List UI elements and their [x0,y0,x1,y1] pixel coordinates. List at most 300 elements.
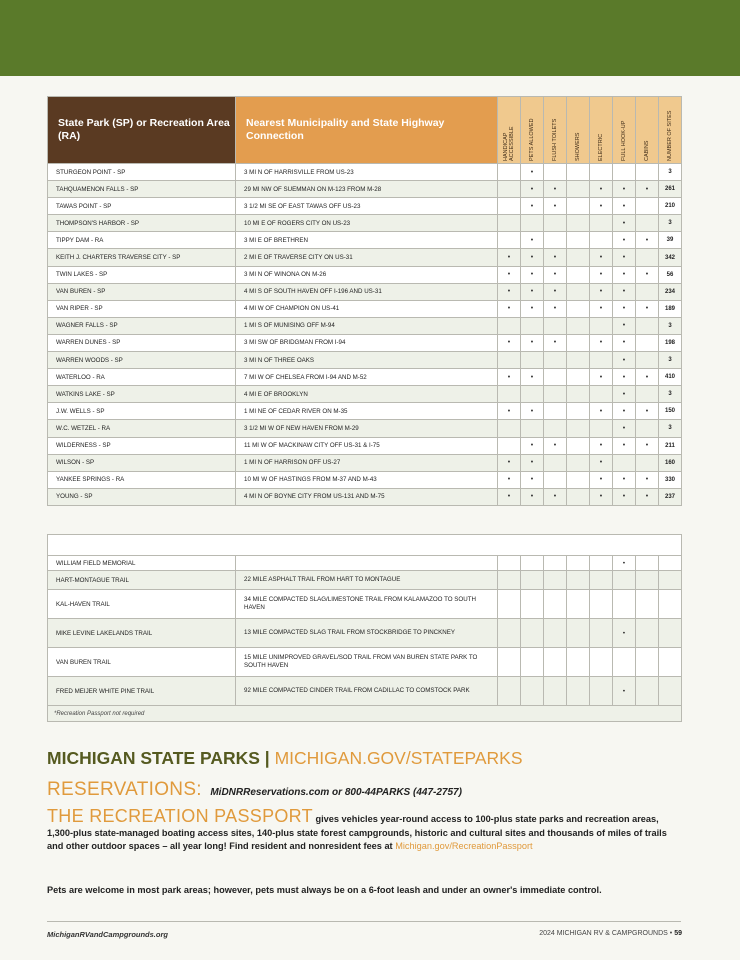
amenity-cell: • [544,334,567,351]
amenity-cell: • [521,300,544,317]
amenity-cell [498,181,521,198]
amenity-cell [590,352,613,369]
amenity-cell [498,386,521,403]
amenity-cell [567,215,590,232]
connection-cell: 34 MILE COMPACTED SLAG/LIMESTONE TRAIL FROM KALAMAZOO TO SOUTH HAVEN [236,590,498,619]
connection-cell: 92 MILE COMPACTED CINDER TRAIL FROM CADILLAC TO COMSTOCK PARK [236,677,498,706]
linear-parks-table-body [48,535,682,722]
amenity-cell: • [544,181,567,198]
amenity-cell [498,317,521,334]
amenity-cell: • [613,437,636,454]
amenity-cell [636,386,659,403]
amenity-cell [636,164,659,181]
amenity-cell: • [544,198,567,215]
table-row [48,352,682,369]
amenity-cell [544,420,567,437]
amenity-cell [636,590,659,619]
amenity-cell [498,619,521,648]
amenity-cell [498,198,521,215]
amenity-cell [567,677,590,706]
amenity-cell [567,590,590,619]
amenity-cell: • [544,300,567,317]
amenity-cell [567,198,590,215]
table-row [48,317,682,334]
linear-section-header [48,535,682,556]
park-name-cell: HART-MONTAGUE TRAIL [48,571,236,590]
linear-section-title: MICHIGAN LINEAR STATE PARKS [48,535,682,556]
amenity-cell [613,648,636,677]
site-count-cell [659,677,682,706]
table-row [48,648,682,677]
connection-cell: 3 MI N OF WINONA ON M-26 [236,266,498,283]
stateparks-link[interactable]: MICHIGAN.GOV/STATEPARKS [274,748,523,768]
park-name-cell: FRED MEIJER WHITE PINE TRAIL [48,677,236,706]
amenity-cell: • [613,215,636,232]
amenity-cell: • [613,334,636,351]
table-row [48,437,682,454]
amenity-cell: • [613,249,636,266]
amenity-cell: • [521,403,544,420]
page-number: 59 [674,930,682,937]
table-row [48,619,682,648]
amenity-cell: • [590,471,613,488]
site-count-cell: 160 [659,454,682,471]
amenity-cell: • [521,181,544,198]
site-count-cell: 330 [659,471,682,488]
amenity-cell [544,556,567,571]
table-row [48,420,682,437]
site-count-cell: 39 [659,232,682,249]
connection-cell: 2 MI E OF TRAVERSE CITY ON US-31 [236,249,498,266]
amenity-cell: • [613,198,636,215]
amenity-cell: • [498,249,521,266]
amenity-cell: • [544,437,567,454]
amenity-cell [590,215,613,232]
amenity-cell [544,164,567,181]
site-count-cell: 410 [659,369,682,386]
amenity-cell [567,352,590,369]
amenity-cell: • [613,181,636,198]
amenity-cell: • [613,386,636,403]
site-count-cell [659,648,682,677]
column-header-amenity: CABINS [636,97,659,164]
amenity-cell: • [521,283,544,300]
amenity-cell [613,454,636,471]
amenity-cell: • [613,619,636,648]
park-name-cell: TAHQUAMENON FALLS - SP [48,181,236,198]
park-name-cell: THOMPSON'S HARBOR - SP [48,215,236,232]
amenity-cell [567,454,590,471]
amenity-cell [521,556,544,571]
amenity-cell [544,369,567,386]
amenity-cell [521,420,544,437]
table-row [48,386,682,403]
amenity-cell: • [613,471,636,488]
amenity-cell [636,556,659,571]
park-name-cell: VAN BUREN TRAIL [48,648,236,677]
amenity-cell [636,215,659,232]
amenity-cell [567,249,590,266]
site-count-cell: 3 [659,386,682,403]
amenity-cell: • [590,300,613,317]
amenity-cell [590,556,613,571]
amenity-cell: • [521,266,544,283]
passport-link[interactable]: Michigan.gov/RecreationPassport [395,841,533,852]
amenity-cell [544,648,567,677]
amenity-cell [521,648,544,677]
amenity-cell: • [636,232,659,249]
connection-cell: 3 1/2 MI W OF NEW HAVEN FROM M-29 [236,420,498,437]
site-count-cell: 342 [659,249,682,266]
amenity-cell: • [590,249,613,266]
connection-cell: 3 MI N OF HARRISVILLE FROM US-23 [236,164,498,181]
connection-cell: 22 MILE ASPHALT TRAIL FROM HART TO MONTAGUE [236,571,498,590]
state-parks-table [47,96,682,506]
footer-divider [47,921,681,922]
connection-cell: 3 MI E OF BRETHREN [236,232,498,249]
amenity-cell [567,317,590,334]
footer-site[interactable]: MichiganRVandCampgrounds.org [47,930,168,939]
footnote: *Recreation Passport not required [48,706,682,722]
site-count-cell: 198 [659,334,682,351]
site-count-cell: 237 [659,488,682,505]
connection-cell: 4 MI N OF BOYNE CITY FROM US-131 AND M-75 [236,488,498,505]
amenity-cell [544,677,567,706]
footer-page-info [539,930,682,937]
column-header-amenity: ELECTRIC [590,97,613,164]
column-header-amenity: HANDICAP ACCESSIBLE [498,97,521,164]
amenity-cell: • [521,198,544,215]
amenity-cell: • [613,266,636,283]
amenity-cell [590,571,613,590]
connection-cell: 10 MI E OF ROGERS CITY ON US-23 [236,215,498,232]
amenity-cell: • [590,334,613,351]
connection-cell: 7 MI W OF CHELSEA FROM I-94 AND M-52 [236,369,498,386]
connection-cell: 15 MILE UNIMPROVED GRAVEL/SOD TRAIL FROM VAN BUREN STATE PARK TO SOUTH HAVEN [236,648,498,677]
amenity-cell: • [590,403,613,420]
amenity-cell: • [636,403,659,420]
amenity-cell: • [590,454,613,471]
amenity-cell: • [636,266,659,283]
column-header-amenity: FULL HOOK-UP [613,97,636,164]
amenity-cell: • [521,488,544,505]
amenity-cell [521,619,544,648]
amenity-cell [636,249,659,266]
amenity-cell [567,386,590,403]
amenity-cell: • [613,420,636,437]
amenity-cell: • [498,488,521,505]
table-row [48,164,682,181]
park-name-cell: YANKEE SPRINGS - RA [48,471,236,488]
site-count-cell: 211 [659,437,682,454]
passport-text: gives vehicles year-round access to 100-plus state parks and recreation areas, 1,300-plus state-managed boating access sites, 140-plus state forest campgrounds, historic and cultural sites and thousands of miles of trails and other outdoor spaces – all year long! Find resident and nonresident fees at [47,814,667,852]
amenity-cell: • [498,300,521,317]
table-row [48,471,682,488]
amenity-cell: • [521,249,544,266]
amenity-cell: • [613,403,636,420]
table-row [48,232,682,249]
amenity-cell: • [636,437,659,454]
table-row [48,266,682,283]
connection-cell: 4 MI W OF CHAMPION ON US-41 [236,300,498,317]
park-name-cell: WILDERNESS - SP [48,437,236,454]
amenity-cell [498,420,521,437]
table-row [48,334,682,351]
amenity-cell: • [613,283,636,300]
amenity-cell: • [636,471,659,488]
park-name-cell: J.W. WELLS - SP [48,403,236,420]
park-name-cell: WARREN WOODS - SP [48,352,236,369]
amenity-cell: • [613,232,636,249]
site-count-cell [659,556,682,571]
park-name-cell: W.C. WETZEL - RA [48,420,236,437]
amenity-cell: • [613,352,636,369]
amenity-cell [498,571,521,590]
amenity-cell: • [636,300,659,317]
amenity-cell [636,352,659,369]
footnote-row [48,706,682,722]
site-count-cell: 189 [659,300,682,317]
amenity-cell [636,198,659,215]
amenity-cell [567,266,590,283]
connection-cell: 4 MI E OF BROOKLYN [236,386,498,403]
connection-cell: 4 MI S OF SOUTH HAVEN OFF I-196 AND US-31 [236,283,498,300]
amenity-cell: • [636,369,659,386]
amenity-cell [521,386,544,403]
amenity-cell [544,571,567,590]
amenity-cell [498,215,521,232]
column-header-park: State Park (SP) or Recreation Area (RA) [48,97,236,164]
amenity-cell [636,283,659,300]
amenity-cell [498,590,521,619]
amenity-cell: • [521,471,544,488]
amenity-cell [636,454,659,471]
site-count-cell: 56 [659,266,682,283]
site-count-cell: 234 [659,283,682,300]
table-row [48,454,682,471]
table-row [48,571,682,590]
amenity-cell [636,317,659,334]
park-name-cell: WILSON - SP [48,454,236,471]
amenity-cell [590,619,613,648]
amenity-cell: • [590,488,613,505]
amenity-cell [590,590,613,619]
reservations-contact[interactable]: MiDNRReservations.com or 800-44PARKS (447-2757) [210,787,462,798]
amenity-cell: • [613,369,636,386]
amenity-cell [590,164,613,181]
connection-cell: 3 MI SW OF BRIDGMAN FROM I-94 [236,334,498,351]
amenity-cell [567,437,590,454]
linear-parks-table [47,534,682,722]
pets-paragraph: Pets are welcome in most park areas; however, pets must always be on a 6-foot leash and under an owner's immediate control. [47,885,602,895]
park-name-cell: VAN RIPER - SP [48,300,236,317]
amenity-cell [567,300,590,317]
connection-cell: 1 MI N OF HARRISON OFF US-27 [236,454,498,471]
amenity-cell: • [498,369,521,386]
park-name-cell: WAGNER FALLS - SP [48,317,236,334]
amenity-cell [567,471,590,488]
amenity-cell [567,181,590,198]
amenity-cell: • [544,249,567,266]
amenity-cell: • [590,369,613,386]
park-name-cell: TAWAS POINT - SP [48,198,236,215]
top-color-bar [0,0,740,76]
amenity-cell [544,403,567,420]
amenity-cell [521,677,544,706]
amenity-cell: • [498,403,521,420]
amenity-cell [613,164,636,181]
amenity-cell [498,232,521,249]
amenity-cell [498,677,521,706]
amenity-cell [567,619,590,648]
amenity-cell: • [613,488,636,505]
table-header-row [48,97,682,164]
amenity-cell: • [590,181,613,198]
amenity-cell [567,571,590,590]
amenity-cell [567,164,590,181]
park-name-cell: TIPPY DAM - RA [48,232,236,249]
amenity-cell [544,352,567,369]
recreation-passport-paragraph [47,806,683,854]
site-count-cell: 261 [659,181,682,198]
amenity-cell [521,571,544,590]
park-name-cell: TWIN LAKES - SP [48,266,236,283]
amenity-cell [590,677,613,706]
table-row [48,403,682,420]
park-name-cell: WARREN DUNES - SP [48,334,236,351]
amenity-cell [567,369,590,386]
amenity-cell: • [498,454,521,471]
amenity-cell [636,334,659,351]
connection-cell: 13 MILE COMPACTED SLAG TRAIL FROM STOCKBRIDGE TO PINCKNEY [236,619,498,648]
park-name-cell: KEITH J. CHARTERS TRAVERSE CITY - SP [48,249,236,266]
site-count-cell: 3 [659,164,682,181]
amenity-cell [590,386,613,403]
amenity-cell: • [521,334,544,351]
amenity-cell [567,232,590,249]
table-row [48,215,682,232]
amenity-cell: • [590,283,613,300]
connection-cell: 1 MI NE OF CEDAR RIVER ON M-35 [236,403,498,420]
passport-label: THE RECREATION PASSPORT [47,806,313,826]
amenity-cell [613,571,636,590]
amenity-cell [636,648,659,677]
amenity-cell: • [636,488,659,505]
amenity-cell: • [544,283,567,300]
column-header-amenity: PETS ALLOWED [521,97,544,164]
amenity-cell: • [498,266,521,283]
table-row [48,677,682,706]
amenity-cell: • [521,454,544,471]
amenity-cell [636,420,659,437]
amenity-cell [544,454,567,471]
amenity-cell [567,334,590,351]
amenity-cell [636,677,659,706]
amenity-cell [636,619,659,648]
amenity-cell [567,556,590,571]
connection-cell: 10 MI W OF HASTINGS FROM M-37 AND M-43 [236,471,498,488]
table-row [48,181,682,198]
park-name-cell: YOUNG - SP [48,488,236,505]
site-count-cell: 3 [659,352,682,369]
column-header-amenity: SHOWERS [567,97,590,164]
amenity-cell [498,648,521,677]
site-count-cell [659,590,682,619]
site-count-cell [659,571,682,590]
amenity-cell [544,619,567,648]
site-count-cell: 3 [659,215,682,232]
footer-guide-title: 2024 MICHIGAN RV & CAMPGROUNDS [539,930,668,937]
park-name-cell: MIKE LEVINE LAKELANDS TRAIL [48,619,236,648]
table-row [48,283,682,300]
connection-cell [236,556,498,571]
park-name-cell: WILLIAM FIELD MEMORIAL [48,556,236,571]
table-row [48,369,682,386]
amenity-cell [521,317,544,334]
amenity-cell: • [498,283,521,300]
connection-cell: 1 MI S OF MUNISING OFF M-94 [236,317,498,334]
amenity-cell [544,590,567,619]
connection-cell: 3 1/2 MI SE OF EAST TAWAS OFF US-23 [236,198,498,215]
amenity-cell [498,164,521,181]
heading-separator: | [264,748,270,768]
amenity-cell [590,420,613,437]
amenity-cell: • [544,488,567,505]
table-row [48,249,682,266]
site-count-cell: 3 [659,317,682,334]
amenity-cell [636,571,659,590]
state-parks-heading [47,748,523,769]
amenity-cell: • [521,437,544,454]
site-count-cell: 210 [659,198,682,215]
amenity-cell [521,590,544,619]
amenity-cell [498,437,521,454]
reservations-line [47,779,462,801]
park-name-cell: WATERLOO - RA [48,369,236,386]
amenity-cell [567,488,590,505]
table-row [48,590,682,619]
reservations-label: RESERVATIONS: [47,779,202,800]
amenity-cell: • [613,677,636,706]
amenity-cell [567,403,590,420]
table-row [48,198,682,215]
park-name-cell: VAN BUREN - SP [48,283,236,300]
amenity-cell: • [498,471,521,488]
park-name-cell: KAL-HAVEN TRAIL [48,590,236,619]
amenity-cell [498,352,521,369]
site-count-cell: 3 [659,420,682,437]
table-row [48,556,682,571]
connection-cell: 11 MI W OF MACKINAW CITY OFF US-31 & I-75 [236,437,498,454]
amenity-cell: • [521,232,544,249]
amenity-cell [567,420,590,437]
amenity-cell: • [590,266,613,283]
amenity-cell [521,352,544,369]
amenity-cell [567,283,590,300]
amenity-cell: • [613,300,636,317]
amenity-cell [498,556,521,571]
table-row [48,300,682,317]
amenity-cell: • [521,369,544,386]
amenity-cell [544,386,567,403]
amenity-cell [544,232,567,249]
footer-bullet: • [669,930,673,937]
amenity-cell [544,471,567,488]
amenity-cell: • [613,556,636,571]
site-count-cell [659,619,682,648]
heading-title: MICHIGAN STATE PARKS [47,748,260,768]
amenity-cell [590,317,613,334]
